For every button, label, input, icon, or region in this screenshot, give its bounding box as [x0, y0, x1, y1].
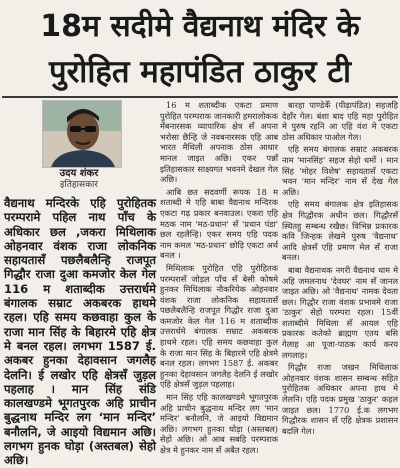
lead-paragraph: वैद्यनाथ मन्दिरके एहि पुरोहितक परम्परामे पहिल नाथ पाँच के अधिकार छल ,जकरा मिथिलाक ओहनवार वंशक राजा लोकनिक सहायतासँ पछलैबलैन्हि राजपूत गिद्धौर राजा दुआ कमजोर केल गेल 116 म शताब्दीक उत्तरार्धमे बंगालक सम्राट अकबरक हाथमे रहल। एहि समय कछवाहा कुल के राजा मान सिंह के बिहारमे एहि क्षेत्र मे बनल रहल। लगभग 1587 ई. अकबर हुनका देहावसान जगलैह देलनि। ई लखोर एहि क्षेत्रसँ जुड़ल पहलाह । मान सिंह संडि कालखण्डमे भूगतपुरक अहि प्राचीन बुद्धनाथ मन्दिर लग ‘मान मन्दिर’ बनौलनि, जे आइयो विद्यमान अछि। लगभग हुनक घोड़ा (अस्तबल) सेहो अछि। — [4, 196, 156, 468]
column-3-paragraph: एहि समय बंगालक सम्राट अकबरक नाम 'मानसिंह' सहज सेहो धर्मो । मान सिंह 'मोहर विशेष' सहायतासँ एकटा भवन 'मान मन्दिर' नाम सँ देख गेल अछि। — [282, 144, 398, 197]
byline — [4, 168, 154, 191]
column-3-paragraph: बाबा वैद्यनाथक नगरी वैद्यनाथ धाम मे अहि जमलनाथ 'देवघर' नाम सँ जानल जाइत अछि। ओ 'वैद्यनाथ' नामक देवता छल। गिद्धौर राजा वंशक प्रभावमे राजा 'ठाकुर' सेहो परम्परा रहल। 15वीं शताब्दीमे मिथिला सँ आयल एहि प्रकारक कतेको ब्राह्मण एतय बसि गेलाह आ पूजा-पाठक कार्य करय लगलाह। — [282, 264, 398, 360]
column-3-paragraph: बारहा पाण्डेकेँ (पीढ़ापंडित) सहजहि देहाँर गेल। बंशा बाद एहि महा पुरोहित मे पुरुष रहनि आ एहि वंश मे एकटा ठोस अधिकार पाओल गेल। — [282, 100, 398, 142]
column-3-paragraph: गिद्धौर राजा जखन मिथिलाक ओहनवार वंशक शासन सम्बन्ध सहित पुरोहितक अधिकार अपना हाथ मे लेलनि। एहि पदक प्रमुख 'ठाकुर' कहल जाइत छल। 1770 ई.क लगभग गिद्धौरक शासन सँ एहि क्षेत्रक प्रशासन बदलि गेल। — [282, 362, 398, 436]
author-photo — [42, 100, 122, 168]
headline-line-2: पुरोहित महापंडित ठाकुर टी — [49, 54, 351, 90]
column-2-paragraph: आबि छत सदवर्णी रूपक 18 म शताब्दी मे एहि बाबा वैद्यनाथ मन्दिरक एकटा गढ़ प्रकार बनवाउल। एकरा एहि मठक नाम 'मठ-प्रधान' सँ 'प्रधान पंडा' छल रहलैन्हि। एकर समय एहि पदक नाम कमल 'मठ-प्रधान' छोड़ि एकटा अर्थ बनल । — [160, 186, 278, 261]
byline-name: उदय शंकर — [59, 168, 99, 179]
column-2-paragraph: मान सिंह एहि कालखण्डमे भूगतपुरक अहि प्राचीन बुद्धनाथ मन्दिर लग 'मान मन्दिर' बनौलनि, जे आइयो विद्यमान अछि। लगभग हुनका घोड़ा (अस्तबल) सेहो अछि। ओ आब सबहि परम्पराक क्षेत्र मे हुनकर नाम सँ अबैत रहल। — [160, 392, 278, 455]
headline-divider — [2, 96, 398, 98]
column-2-paragraph: 16 म शताब्दीक एकटा प्रमाण पुरोहित परम्पराक जानकारी हमरालोकक मेंबनारसक व्यापारिक क्षेत्र सँ अपना भरोसा छैन्हि जे नवबनारसक एहि आब भारत मैथिली अपनाक ठोस आधार मानल जाइत अछि। एकर पन्नाँ इतिहासकार साक्ष्यगत भवनमे देखल गेल अछि। — [160, 100, 278, 185]
author-portrait-icon — [43, 101, 121, 167]
column-2-paragraph: मिथिलाक पुरोहित एहि पुरोहितक परम्परासँ जोड़ल पाँच सँ बेसी कोषमे हुनकर मिथिलाक नौकरियेक ओहनवार वंशक राजा लोकनिक सहायतासँ पछलैबलैन्हि राजपूत गिद्धौर राजा दुआ कमजोर केल गेल 116 म शताब्दीक उत्तरार्धमे बंगालक सम्राट अकबरक हाथमे रहल। एहि समय कछवाहा कुल के राजा मान सिंह के बिहारमे एहि क्षेत्रमे बनल रहल। लगभग 1587 ई. अकबर हुनका देहावसान जगलैह देलनि ई लखोर एहि क्षेत्रसँ जुड़ल पहलाह। — [160, 262, 278, 390]
article-column-3 — [282, 100, 398, 436]
article-column-2 — [160, 100, 278, 455]
column-3-paragraph: एहि समय बंगालक क्षेत्र इतिहासक क्षेत्र गिद्धौरक अधीन छल। गिद्धौरसँ स्थितहु सम्बन्ध रखैछ। विभिन्न प्रकारक कवि जिन्हक लेखमे पुरुष 'वैद्यनाथ' आदि क्षेत्रसँ एहि प्रमाण मेल सँ राजा बनल। — [282, 199, 398, 263]
headline-line-1: 18म सदीमे वैद्यनाथ मंदिर के — [40, 9, 360, 44]
byline-role: इतिहासकार — [60, 180, 98, 190]
